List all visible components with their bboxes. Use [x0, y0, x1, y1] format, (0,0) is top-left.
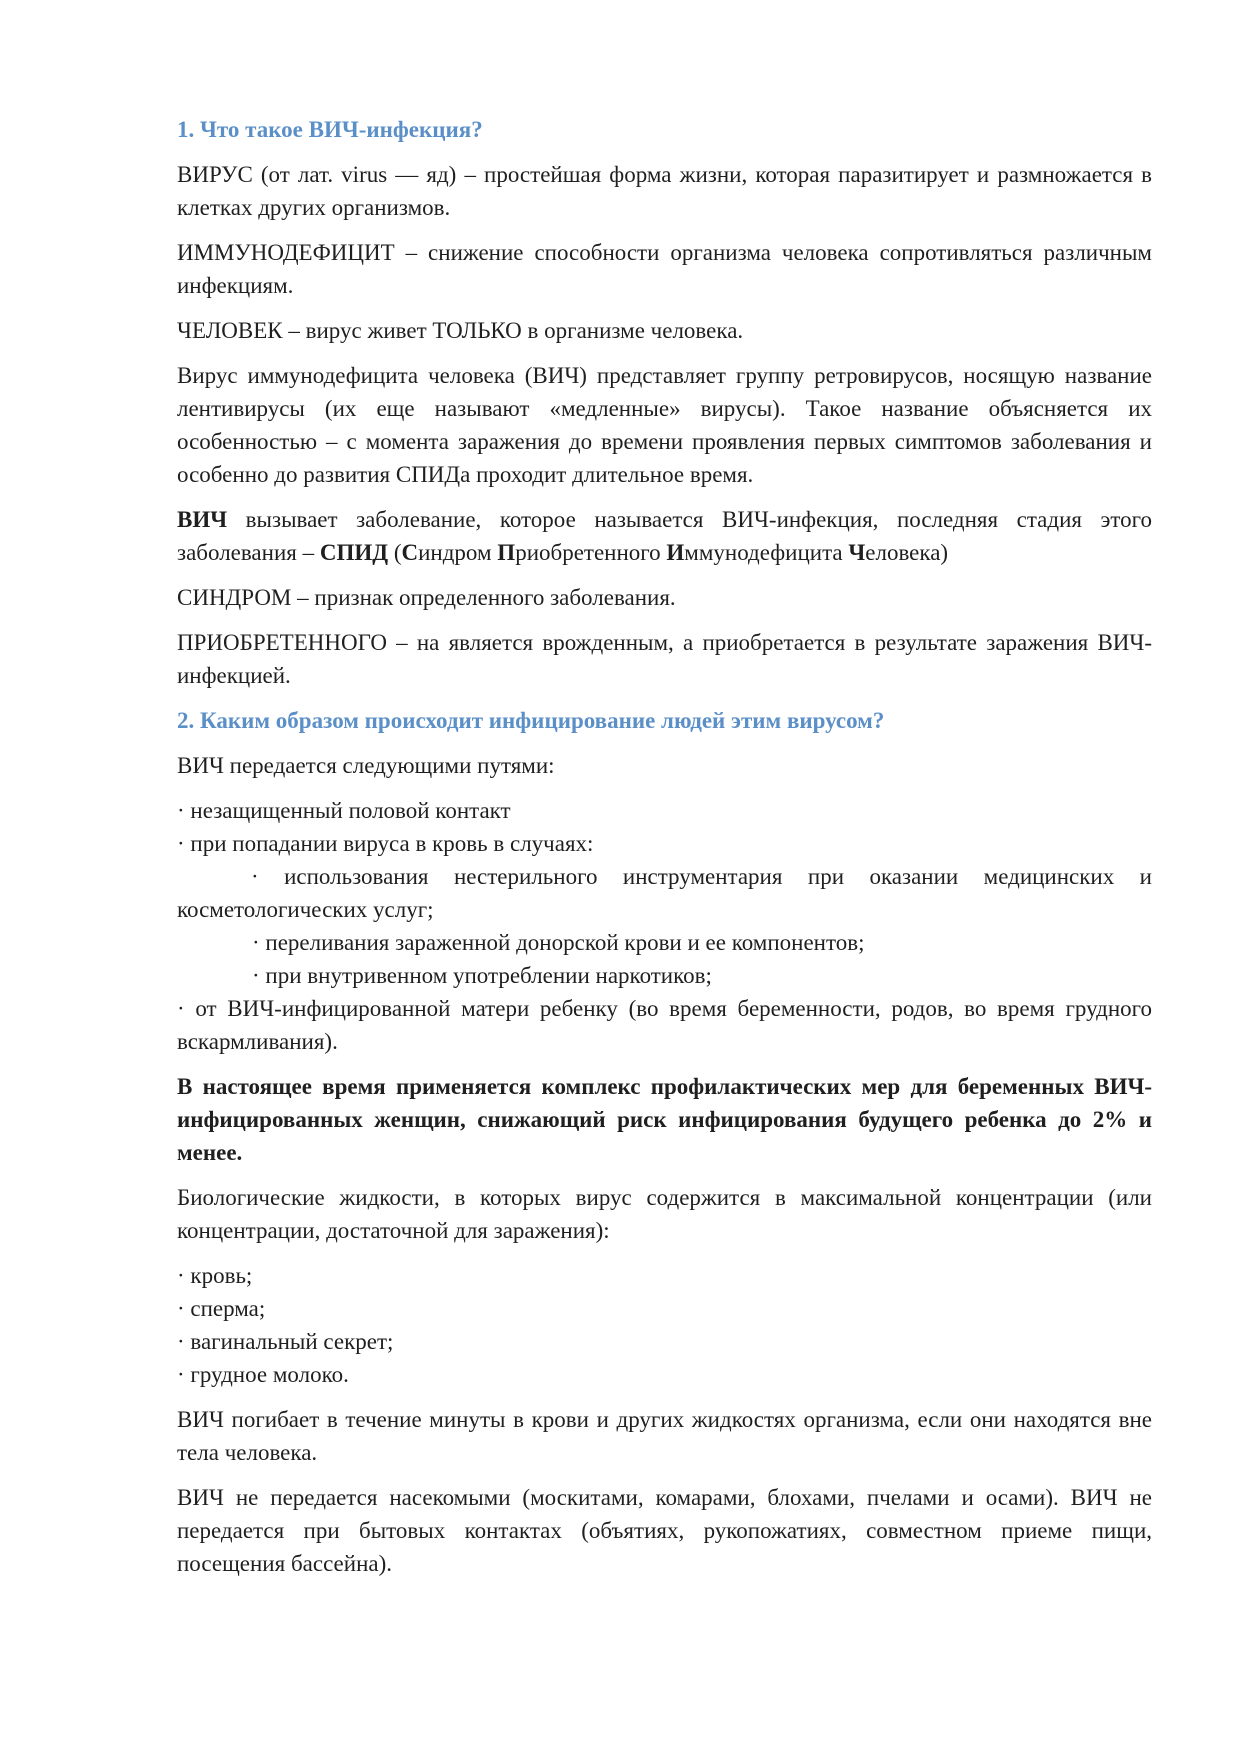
fluids-intro: Биологические жидкости, в которых вирус содержится в максимальной концентрации (или концентрации, достаточной для заражения): [177, 1185, 1152, 1243]
aids-bold-hiv: ВИЧ [177, 507, 228, 532]
human-definition: ЧЕЛОВЕК – вирус живет ТОЛЬКО в организме человека. [177, 318, 744, 343]
section-1-heading: 1. Что такое ВИЧ-инфекция? [177, 117, 483, 142]
fluid-item: · сперма; [177, 1296, 266, 1321]
route-item-sexual: · незащищенный половой контакт [177, 798, 511, 823]
virus-definition: ВИРУС (от лат. virus — яд) – простейшая форма жизни, которая паразитирует и размножается в клетках других организмов. [177, 162, 1152, 220]
hiv-dies-paragraph: ВИЧ погибает в течение минуты в крови и других жидкостях организма, если они находятся вне тела человека. [177, 1407, 1152, 1465]
document-page [177, 113, 1152, 1592]
aids-text-4: риобретенного [515, 540, 667, 565]
prevention-paragraph: В настоящее время применяется комплекс профилактических мер для беременных ВИЧ-инфицированных женщин, снижающий риск инфицирования будущего ребенка до 2% и менее. [177, 1074, 1152, 1165]
not-transmitted-paragraph: ВИЧ не передается насекомыми (москитами, комарами, блохами, пчелами и осами). ВИЧ не передается при бытовых контактах (объятиях, рукопожатиях, совместном приеме пищи, посещения бассейна). [177, 1485, 1152, 1576]
route-item-mother-child: · от ВИЧ-инфицированной матери ребенку (во время беременности, родов, во время грудного вскармливания). [177, 996, 1152, 1054]
route-item-blood: · при попадании вируса в кровь в случаях: [177, 831, 594, 856]
aids-bold-ch: Ч [848, 540, 866, 565]
acquired-definition: ПРИОБРЕТЕННОГО – на является врожденным, а приобретается в результате заражения ВИЧ-инфекцией. [177, 630, 1152, 688]
route-subitem-instruments: · использования нестерильного инструментария при оказании медицинских и косметологических услуг; [177, 864, 1152, 922]
aids-text-3: индром [418, 540, 498, 565]
aids-text-1: вызывает заболевание, которое называется ВИЧ-инфекция, последняя стадия этого заболевания – [177, 507, 1152, 565]
fluid-item: · кровь; [177, 1263, 253, 1288]
routes-list [177, 794, 1152, 1058]
aids-text-5: ммунодефицита [684, 540, 849, 565]
aids-bold-s: С [401, 540, 419, 565]
aids-bold-i: И [666, 540, 685, 565]
hiv-description: Вирус иммунодефицита человека (ВИЧ) представляет группу ретровирусов, носящую название лентивирусы (их еще называют «медленные» вирусы). Такое название объясняется их особенностью – с момента заражения до времени проявления первых симптомов заболевания и особенно до развития СПИДа проходит длительное время. [177, 363, 1152, 487]
aids-paragraph [177, 503, 1152, 569]
fluid-item: · вагинальный секрет; [177, 1329, 394, 1354]
fluids-list [177, 1259, 1152, 1391]
section-2-heading: 2. Каким образом происходит инфицирование людей этим вирусом? [177, 708, 885, 733]
aids-bold-p: П [497, 540, 516, 565]
route-subitem-drugs: · при внутривенном употреблении наркотиков; [252, 963, 712, 988]
syndrome-definition: СИНДРОМ – признак определенного заболевания. [177, 585, 676, 610]
immunodeficiency-definition: ИММУНОДЕФИЦИТ – снижение способности организма человека сопротивляться различным инфекциям. [177, 240, 1152, 298]
aids-text-6: еловека) [865, 540, 949, 565]
fluid-item: · грудное молоко. [177, 1362, 349, 1387]
routes-intro: ВИЧ передается следующими путями: [177, 753, 555, 778]
aids-bold-spid: СПИД [319, 540, 389, 565]
aids-text-2: ( [388, 540, 402, 565]
route-subitem-transfusion: · переливания зараженной донорской крови и ее компонентов; [252, 930, 865, 955]
